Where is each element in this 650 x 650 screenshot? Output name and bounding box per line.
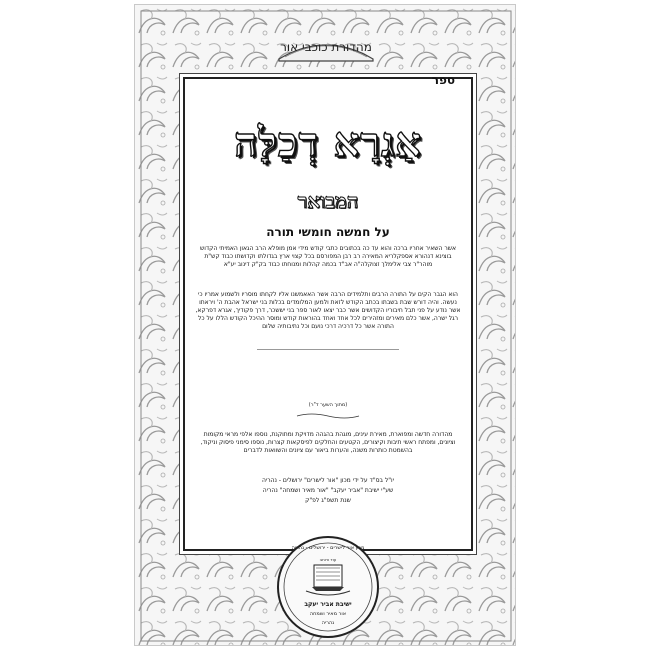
publication-year: שנת תשפ"ג לפ"ק bbox=[305, 497, 351, 504]
seal-line-2: אור מאיר ושמחה bbox=[309, 611, 347, 617]
torah-subtitle: על חמשה חומשי תורה bbox=[266, 225, 390, 239]
section-divider bbox=[257, 349, 399, 350]
publisher-line-1: יו"ל בס"ד על ידי מכון "אור לישרים" ירושלים - נהריה bbox=[261, 477, 395, 484]
seal-line-3: נהריה bbox=[321, 620, 335, 626]
book-cover bbox=[134, 4, 516, 646]
seal-ribbon: עוד ורוחב bbox=[319, 557, 337, 562]
publisher-line-2: שע"י ישיבת "אביר יעקב" "אור מאיר ושמחה" נהריה bbox=[262, 487, 394, 494]
description-paragraph: הוא הגבר הקים על התורה הרבים ותלמידים הרבה אשר האאמשנו אליו לקחתו מוסריו ולשמוע אמריו כי נעשה. והיה דורש שבת בשבתו בכתב הקודש לזאת ולמען המלומדים בכלות בני ישראל אהבת ה' ויראתו אשר נודע על פני תבל חיבוריו הקדושים אשר כבר יצאו לאור ספר בני יששכר, דרך פקודיך, אגרא דפרקא, רגל ישרה, אשר כלם מאירים ומזהירים לכל אחד ואחד בהוראות קודש ומוסר ההיכל הקודש הללו על כל התורה אשר כל דרכיה דרכי נועם וכל נתיבותיה שלום bbox=[195, 291, 461, 330]
seal-line-1: ישיבת אביר יעקב bbox=[304, 601, 352, 608]
subtitle: המבואר bbox=[297, 189, 359, 213]
main-title: אַגְרָא דְכַלָּה bbox=[234, 119, 422, 166]
edition-features-paragraph: מהדורה חדשה ומפוארת, מאירת עינים, מוגהת בהגהה מדויקת ומתוקנת, נוספו אלפי מראי מקומות וציונים, ומפתח ראשי תיבות וקיצורים, הקטעים והחלקים לפיסקאות קצרות, נוספו סימני פיסוק וניקוד, בהשמטת כותרות משנה, והערות ביאור עם ציונים והשוואות לדברים bbox=[200, 431, 456, 454]
signature-note: (מתוך השער ד"ר) bbox=[308, 402, 348, 408]
author-paragraph: אשר השאיר אחריו ברכה והוא עד כה בכתובים כתבי קודש מידי אמן מופלא הרב הגאון האמיתי הקדוש בוצינא דנהורא אספקלריא המאירה רב רבן המפורסם בכל קצוי ארץ בגדולתו וקדושתו כבוד קש"ת מוהר"ר צבי אלימלך זצוקלה"ה אב"ד בכמה קהלות ומנוחתו כבוד בק"ק דינוב יע"א bbox=[199, 245, 457, 268]
ornamental-separator bbox=[295, 413, 361, 419]
title-panel bbox=[183, 73, 473, 551]
sefer-label: ספר bbox=[431, 73, 455, 87]
seal-top-arc: מכון אור לישרים - ירושלים - נהריה bbox=[291, 545, 365, 551]
edition-label: מהדורת כוכבי אור bbox=[280, 40, 372, 54]
publisher-seal bbox=[276, 535, 380, 639]
edition-banner bbox=[275, 35, 377, 63]
